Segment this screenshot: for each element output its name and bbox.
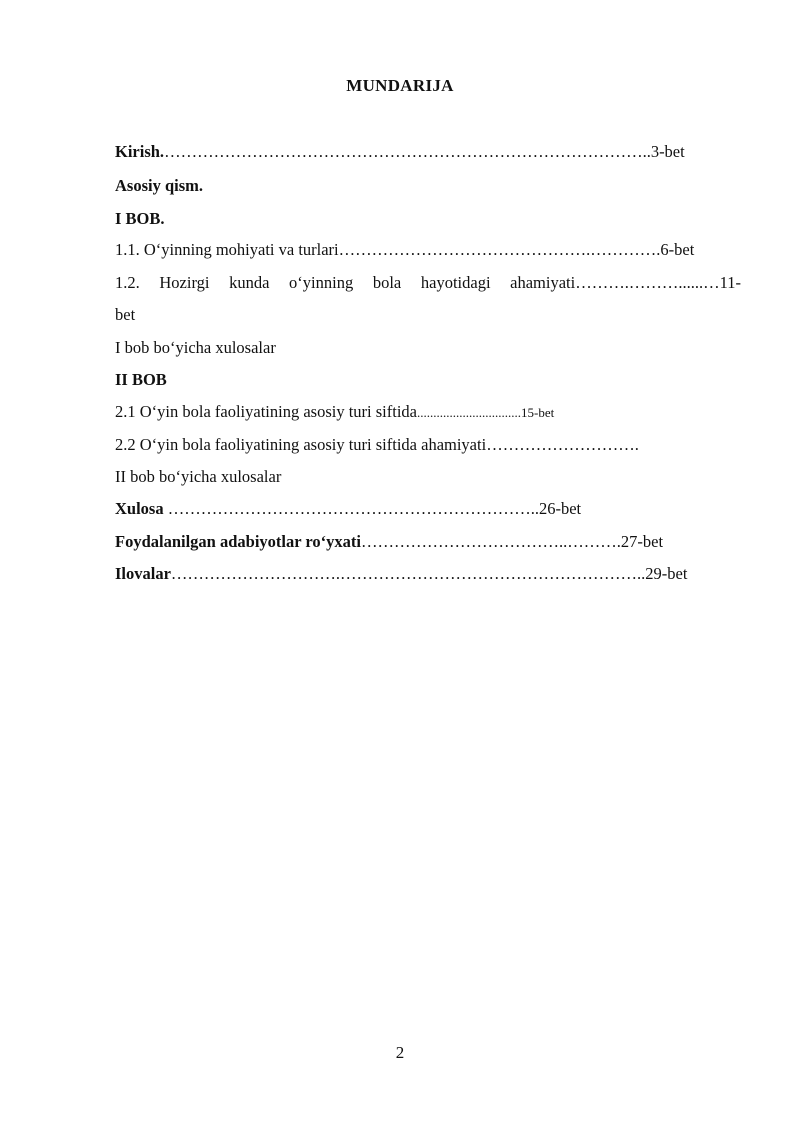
toc-entry-kirish <box>115 142 685 162</box>
toc-leader: ................................15-bet <box>417 405 555 420</box>
toc-entry-1-2-continuation: bet <box>115 305 136 324</box>
toc-leader: ……………………………………….………….6-bet <box>338 240 695 259</box>
toc-entry-1-1 <box>115 240 694 260</box>
toc-leader: ……….………......…11- <box>575 273 741 292</box>
toc-entry-i-bob-xulosalar: I bob bo‘yicha xulosalar <box>115 338 276 357</box>
toc-entry-ilovalar <box>115 564 687 584</box>
toc-label: 1.2. Hozirgi kunda o‘yinning bola hayotidagi ahamiyati <box>115 273 576 292</box>
toc-label: Foydalanilgan adabiyotlar ro‘yxati <box>115 532 362 551</box>
toc-label: 2.1 O‘yin bola faoliyatining asosiy turi siftida <box>115 402 417 421</box>
page-number: 2 <box>395 1043 405 1062</box>
toc-entry-2-2 <box>115 435 639 455</box>
toc-leader: ………………………. <box>486 435 639 454</box>
toc-entry-2-1 <box>115 402 554 423</box>
toc-entry-i-bob: I BOB. <box>115 209 165 228</box>
page-title: MUNDARIJA <box>346 76 454 95</box>
toc-entry-1-2 <box>115 273 741 293</box>
toc-leader: ………………………………..……….27-bet <box>361 532 664 551</box>
toc-entry-asosiy-qism: Asosiy qism. <box>115 176 204 195</box>
toc-label: Xulosa <box>115 499 164 518</box>
toc-entry-xulosa <box>115 499 581 519</box>
toc-label: 2.2 O‘yin bola faoliyatining asosiy turi siftida ahamiyati <box>115 435 487 454</box>
toc-entry-ii-bob: II BOB <box>115 370 167 389</box>
toc-label: 1.1. O‘yinning mohiyati va turlari <box>115 240 339 259</box>
toc-leader: ………………………….………………………………………………..29-bet <box>170 564 688 583</box>
toc-entry-ii-bob-xulosalar: II bob bo‘yicha xulosalar <box>115 467 282 486</box>
toc-leader: …………………………………………………………..26-bet <box>163 499 582 518</box>
toc-label: Kirish. <box>115 142 165 161</box>
toc-label: Ilovalar <box>115 564 171 583</box>
toc-entry-adabiyotlar <box>115 532 663 552</box>
toc-leader: ……………………………………………………………………………..3-bet <box>164 142 685 161</box>
